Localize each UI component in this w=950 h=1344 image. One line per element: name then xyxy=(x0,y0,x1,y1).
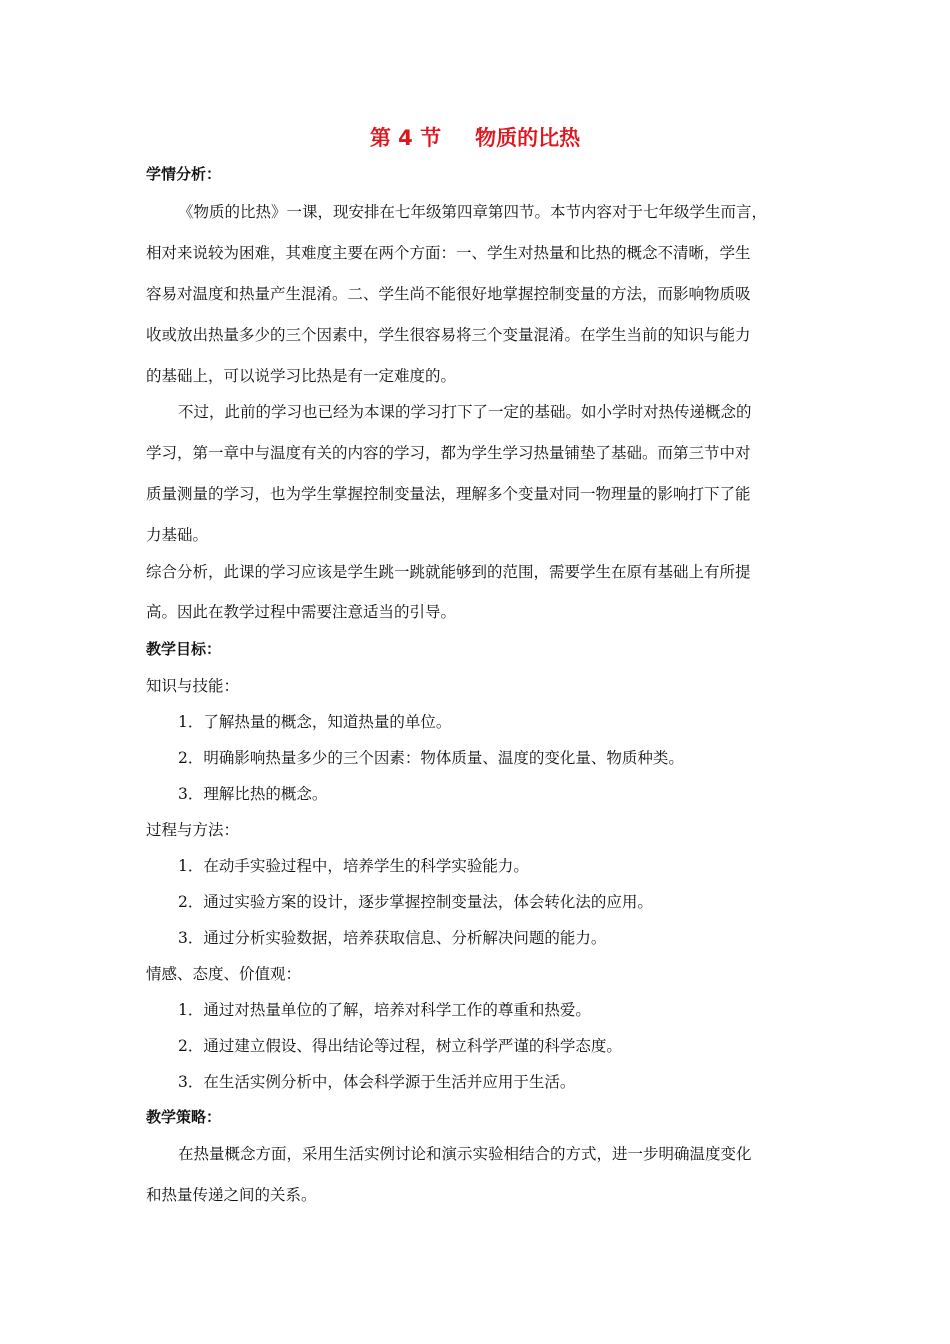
analysis-p3-line: 高。因此在教学过程中需要注意适当的引导。 xyxy=(146,603,457,621)
knowledge-item: 1．了解热量的概念，知道热量的单位。 xyxy=(178,713,452,731)
strategy-p1-line: 和热量传递之间的关系。 xyxy=(146,1186,317,1204)
analysis-p1-line: 收或放出热量多少的三个因素中，学生很容易将三个变量混淆。在学生当前的知识与能力 xyxy=(146,326,751,344)
process-item: 3．通过分析实验数据，培养获取信息、分析解决问题的能力。 xyxy=(178,929,607,947)
attitude-item: 1．通过对热量单位的了解，培养对科学工作的尊重和热爱。 xyxy=(178,1001,591,1019)
analysis-p2-line: 力基础。 xyxy=(146,526,209,544)
process-label: 过程与方法： xyxy=(146,821,240,839)
attitude-item: 2．通过建立假设、得出结论等过程，树立科学严谨的科学态度。 xyxy=(178,1037,622,1055)
analysis-p1-line: 相对来说较为困难，其难度主要在两个方面：一、学生对热量和比热的概念不清晰，学生 xyxy=(146,244,751,262)
analysis-p2-line: 质量测量的学习，也为学生掌握控制变量法，理解多个变量对同一物理量的影响打下了能 xyxy=(146,485,751,503)
goals-heading: 教学目标： xyxy=(146,640,222,658)
process-item: 1．在动手实验过程中，培养学生的科学实验能力。 xyxy=(178,857,529,875)
title-name: 物质的比热 xyxy=(475,126,581,150)
knowledge-label: 知识与技能： xyxy=(146,677,240,695)
analysis-p1-line: 容易对温度和热量产生混淆。二、学生尚不能很好地掌握控制变量的方法，而影响物质吸 xyxy=(146,285,751,303)
analysis-p3-line: 综合分析，此课的学习应该是学生跳一跳就能够到的范围，需要学生在原有基础上有所提 xyxy=(146,563,751,581)
knowledge-item: 3．理解比热的概念。 xyxy=(178,785,328,803)
title-section: 第 4 节 xyxy=(369,126,442,150)
strategy-heading: 教学策略： xyxy=(146,1108,222,1126)
process-item: 2．通过实验方案的设计，逐步掌握控制变量法，体会转化法的应用。 xyxy=(178,893,653,911)
analysis-p2-line: 不过，此前的学习也已经为本课的学习打下了一定的基础。如小学时对热传递概念的 xyxy=(178,403,752,421)
analysis-p1-line: 的基础上，可以说学习比热是有一定难度的。 xyxy=(146,367,457,385)
knowledge-item: 2．明确影响热量多少的三个因素：物体质量、温度的变化量、物质种类。 xyxy=(178,749,684,767)
page-title xyxy=(0,122,950,152)
strategy-p1-line: 在热量概念方面，采用生活实例讨论和演示实验相结合的方式，进一步明确温度变化 xyxy=(178,1145,752,1163)
attitude-label: 情感、态度、价值观： xyxy=(146,965,302,983)
analysis-heading: 学情分析： xyxy=(146,165,222,183)
attitude-item: 3．在生活实例分析中，体会科学源于生活并应用于生活。 xyxy=(178,1073,576,1091)
analysis-p1-line: 《物质的比热》一课，现安排在七年级第四章第四节。本节内容对于七年级学生而言， xyxy=(178,203,768,221)
analysis-p2-line: 学习，第一章中与温度有关的内容的学习，都为学生学习热量铺垫了基础。而第三节中对 xyxy=(146,444,751,462)
